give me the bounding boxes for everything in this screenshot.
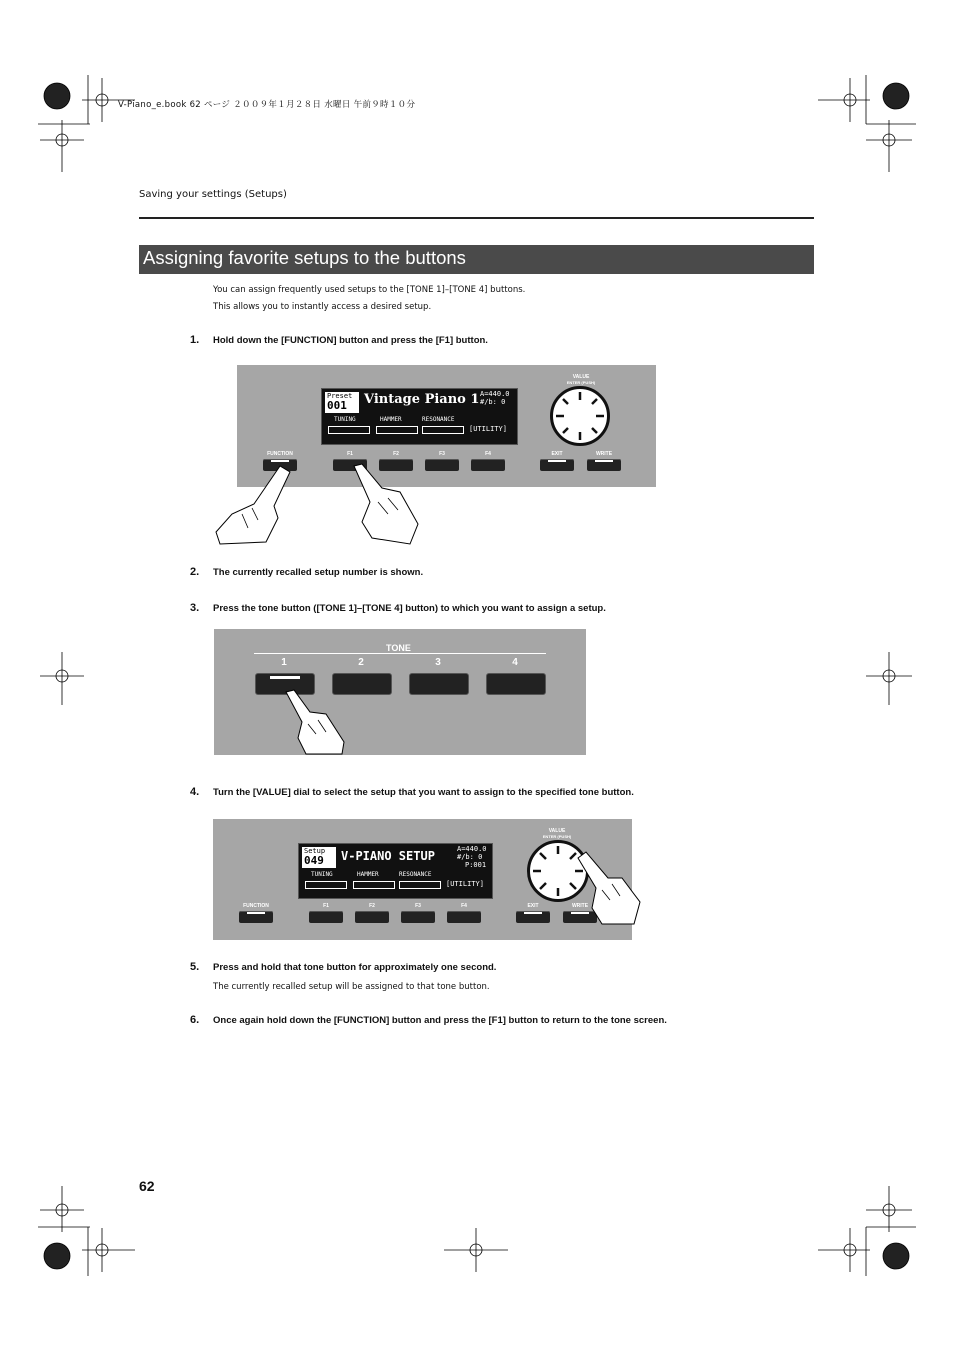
function-label: FUNCTION [243,903,269,909]
exit-button[interactable] [516,911,550,923]
intro-line: You can assign frequently used setups to the [TONE 1]–[TONE 4] buttons. [213,285,526,295]
lcd-utility: [UTILITY] [469,425,507,433]
f4-button[interactable] [471,459,505,471]
write-label: WRITE [571,903,589,909]
lcd-status: P:001 [465,861,487,869]
running-head: Saving your settings (Setups) [139,189,287,200]
section-banner [139,245,814,274]
print-header: V-Piano_e.book 62 ページ ２００９年１月２８日 水曜日 午前９時１０分 [118,100,416,110]
lcd-tab-tuning: TUNING [311,871,333,878]
exit-label: EXIT [527,903,539,909]
tone-3-label: 3 [435,657,441,668]
step-number: 1. [190,334,200,346]
step-number: 4. [190,786,200,798]
lcd-number: 001 [327,399,347,412]
value-dial[interactable] [550,386,610,446]
value-sublabel: ENTER (PUSH) [566,380,596,385]
f2-label: F2 [369,903,375,909]
lcd-display [321,388,518,445]
step-number: 2. [190,566,200,578]
f3-label: F3 [415,903,421,909]
step-number: 5. [190,961,200,973]
lcd-category: Preset [327,392,353,400]
f1-label: F1 [323,903,329,909]
step-subtext: The currently recalled setup will be assigned to that tone button. [213,982,490,992]
lcd-utility: [UTILITY] [446,880,484,888]
f2-button[interactable] [355,911,389,923]
function-label: FUNCTION [267,451,293,457]
tone-2-label: 2 [358,657,364,668]
exit-label: EXIT [551,451,563,457]
step-number: 3. [190,602,200,614]
tone-4-label: 4 [512,657,518,668]
lcd-tab-tuning: TUNING [334,416,356,423]
exit-button[interactable] [540,459,574,471]
section-title: Assigning favorite setups to the buttons [143,247,466,268]
f3-label: F3 [439,451,445,457]
header-rule [139,217,814,219]
step-text: Press the tone button ([TONE 1]–[TONE 4] button) to which you want to assign a setup. [213,603,606,614]
lcd-tone-name: Vintage Piano 1 [364,392,480,407]
lcd-number: 049 [304,854,324,867]
tone-group-label: TONE [383,643,414,653]
lcd-tab-resonance: RESONANCE [399,871,432,878]
value-sublabel: ENTER (PUSH) [542,834,572,839]
step-text: Once again hold down the [FUNCTION] button and press the [F1] button to return to the tone screen. [213,1015,667,1026]
lcd-display [298,843,493,899]
step-text: The currently recalled setup number is shown. [213,567,424,578]
f2-label: F2 [393,451,399,457]
lcd-status: #/b: 0 [480,398,506,406]
hand-pointer-icon [348,462,438,547]
panel-tone-buttons [214,629,586,755]
dial-ticks [553,389,607,443]
hand-pointer-icon [282,688,362,758]
hand-pointer-icon [212,462,312,547]
lcd-status: #/b: 0 [457,853,483,861]
step-number: 6. [190,1014,200,1026]
f4-label: F4 [461,903,467,909]
function-button[interactable] [239,911,273,923]
f1-label: F1 [347,451,353,457]
f4-label: F4 [485,451,491,457]
lcd-tab-hammer: HAMMER [357,871,379,878]
step-text: Press and hold that tone button for approximately one second. [213,962,497,973]
lcd-status: A=440.0 [457,845,487,853]
lcd-category: Setup [304,847,326,855]
f4-button[interactable] [447,911,481,923]
value-label: VALUE [572,374,590,380]
tone-1-label: 1 [281,657,287,668]
hand-pointer-icon [572,848,652,928]
intro-line: This allows you to instantly access a desired setup. [213,302,432,312]
value-label: VALUE [548,828,566,834]
lcd-status: A=440.0 [480,390,510,398]
f1-button[interactable] [309,911,343,923]
lcd-tab-resonance: RESONANCE [422,416,455,423]
step-text: Hold down the [FUNCTION] button and press the [F1] button. [213,335,488,346]
lcd-tab-hammer: HAMMER [380,416,402,423]
panel-value-dial [213,819,632,940]
lcd-tone-name: V-PIANO SETUP [341,849,435,863]
tone-3-button[interactable] [409,673,469,695]
f3-button[interactable] [401,911,435,923]
page-number: 62 [139,1178,155,1194]
write-label: WRITE [595,451,613,457]
step-text: Turn the [VALUE] dial to select the setup that you want to assign to the specified tone button. [213,787,634,798]
write-button[interactable] [587,459,621,471]
tone-4-button[interactable] [486,673,546,695]
